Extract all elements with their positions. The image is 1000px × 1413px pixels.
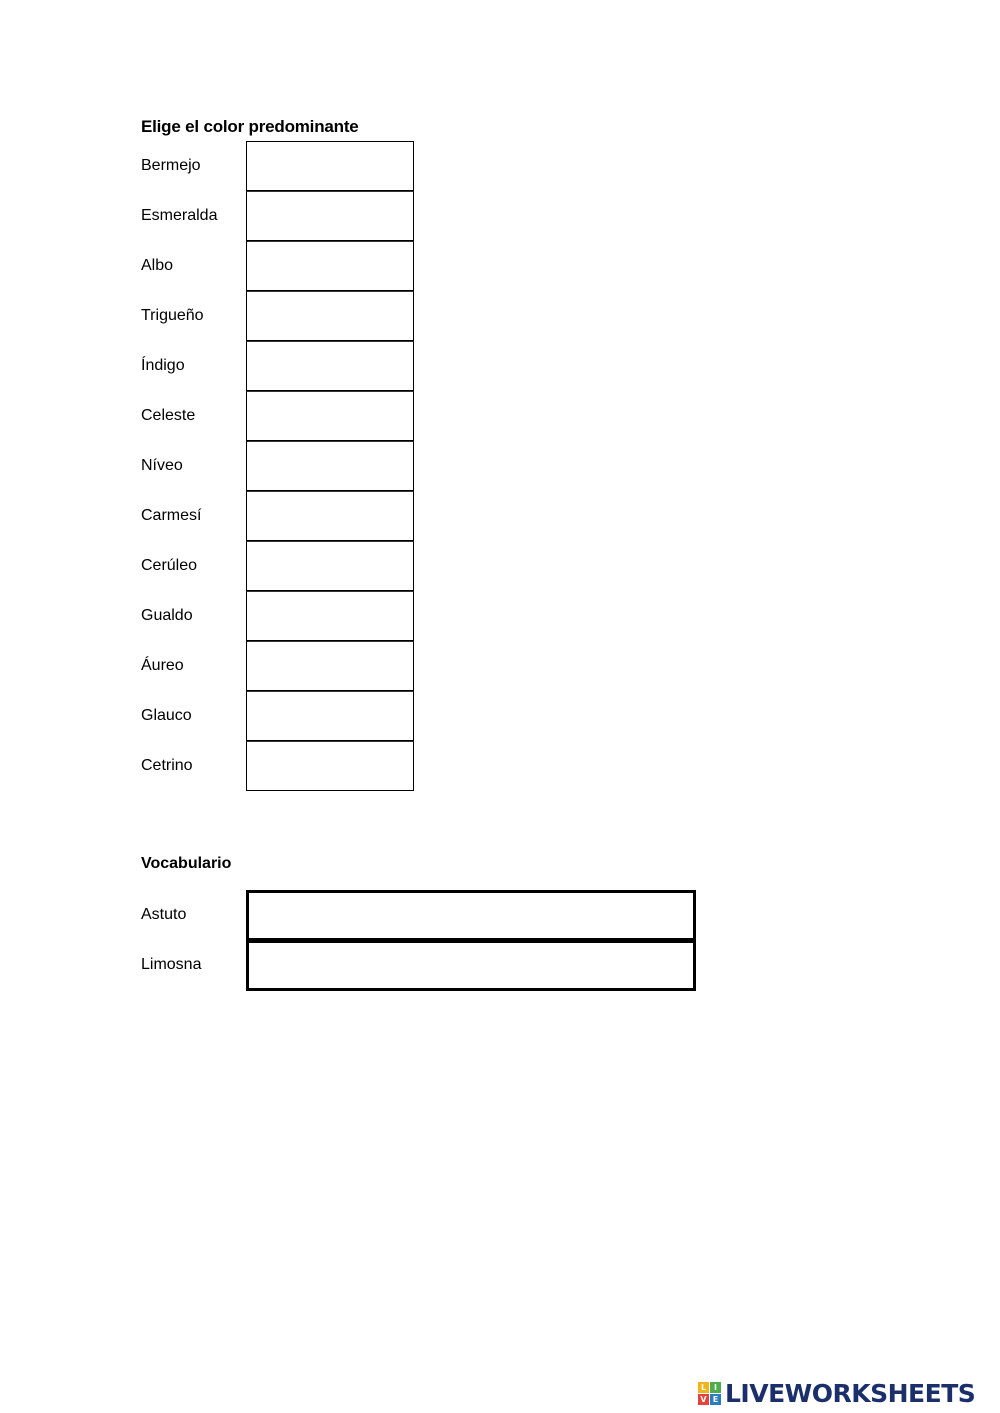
color-label: Gualdo [141, 607, 193, 624]
color-label: Celeste [141, 407, 196, 424]
vocabulary-label: Astuto [141, 906, 187, 923]
color-label: Áureo [141, 657, 184, 674]
logo-letter: L [698, 1382, 709, 1393]
answer-box-aureo[interactable] [246, 641, 414, 691]
logo-letter: V [698, 1394, 709, 1405]
answer-box-glauco[interactable] [246, 691, 414, 741]
answer-box-esmeralda[interactable] [246, 191, 414, 241]
color-label: Cerúleo [141, 557, 198, 574]
answer-box-bermejo[interactable] [246, 141, 414, 191]
color-label: Níveo [141, 457, 183, 474]
answer-box-carmesi[interactable] [246, 491, 414, 541]
color-label: Esmeralda [141, 207, 218, 224]
logo-letter: E [710, 1394, 721, 1405]
liveworksheets-logo [698, 1378, 975, 1408]
answer-box-astuto[interactable] [246, 890, 696, 941]
logo-text: LIVEWORKSHEETS [725, 1378, 976, 1408]
answer-box-gualdo[interactable] [246, 591, 414, 641]
answer-box-niveo[interactable] [246, 441, 414, 491]
color-label: Glauco [141, 707, 192, 724]
answer-box-celeste[interactable] [246, 391, 414, 441]
answer-box-cetrino[interactable] [246, 741, 414, 791]
color-label: Cetrino [141, 757, 193, 774]
logo-mark-icon [698, 1382, 721, 1405]
answer-box-trigueno[interactable] [246, 291, 414, 341]
color-label: Bermejo [141, 157, 201, 174]
page-title: Elige el color predominante [141, 117, 359, 136]
answer-box-ceruleo[interactable] [246, 541, 414, 591]
color-label: Índigo [141, 357, 185, 374]
logo-letter: I [710, 1382, 721, 1393]
vocabulary-title: Vocabulario [141, 855, 232, 872]
answer-box-limosna[interactable] [246, 940, 696, 991]
vocabulary-label: Limosna [141, 956, 202, 973]
color-label: Carmesí [141, 507, 202, 524]
color-label: Trigueño [141, 307, 204, 324]
answer-box-indigo[interactable] [246, 341, 414, 391]
answer-box-albo[interactable] [246, 241, 414, 291]
color-label: Albo [141, 257, 174, 274]
